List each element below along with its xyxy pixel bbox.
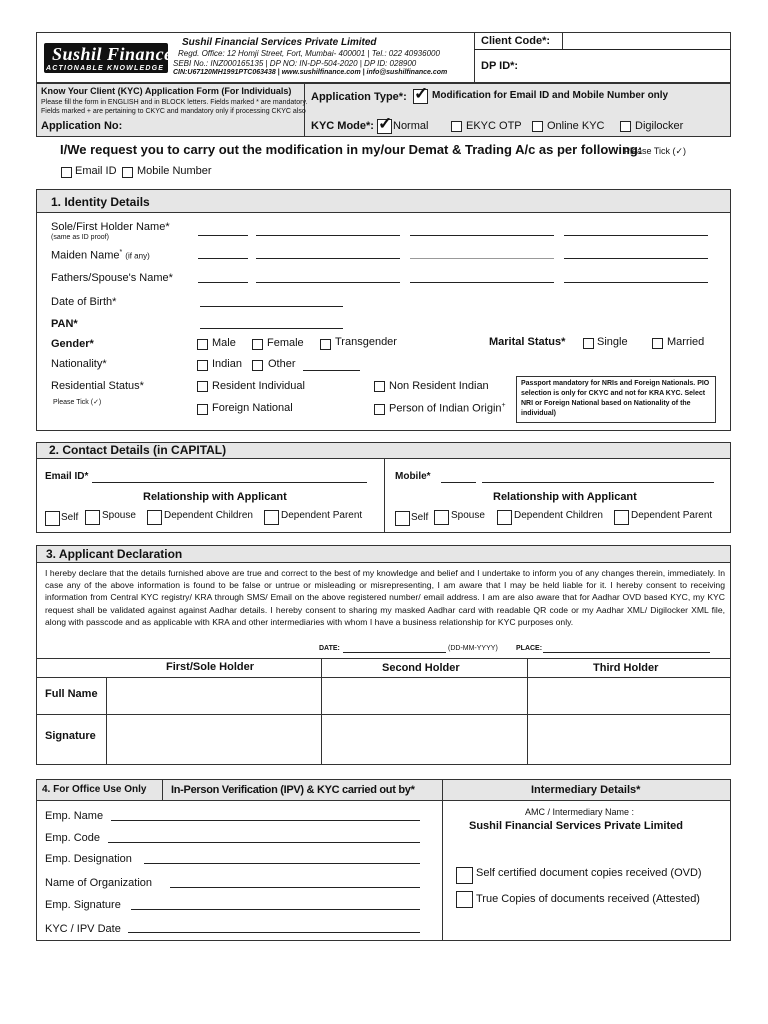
company-address: Regd. Office: 12 Homji Street, Fort, Mumbai- 400001 | Tel.: 022 40936000 — [178, 49, 440, 58]
mobile-rel-spouse-label: Spouse — [451, 510, 485, 521]
residential-pio-checkbox[interactable] — [374, 404, 385, 415]
nationality-other-label: Other — [268, 358, 296, 370]
check-icon: ✓ — [378, 114, 393, 133]
mobile-rel-parent-label: Dependent Parent — [631, 510, 713, 521]
declaration-text: I hereby declare that the details furnished above are true and correct to the best of my knowledge and belief and I undertake to inform you of any changes therein, immediately. In case any of the above information is found to be false or untrue or misleading or misrepresenting, I am aware that I may be held liable for it. I hereby consent to receiving information from Central KYC registry/ KRA through SMS/ Email on the above registered number/ email address. I am are also aware that for Aadhar OVD based KYC, my KYC request shall be validated against against Aadhar details. I hereby consent to sharing my masked Aadhar card with readable QR code or my Aadhar XML/ Digilocker XML file, along with passcode and as applicable with KRA and other intermediaries with whom I have a business relationship for KYC purposes only. — [45, 568, 725, 627]
ovd-received-checkbox[interactable] — [456, 867, 473, 884]
maiden-line-1[interactable] — [198, 258, 248, 259]
mobile-rel-self-checkbox[interactable] — [395, 511, 410, 526]
form-note-2: Fields marked + are pertaining to CKYC and mandatory only if processing CKYC also — [41, 108, 306, 115]
third-holder-name-cell[interactable] — [529, 679, 728, 712]
mobile-input-line-2[interactable] — [482, 482, 714, 483]
gender-transgender-checkbox[interactable] — [320, 339, 331, 350]
marital-married-checkbox[interactable] — [652, 338, 663, 349]
nationality-other-checkbox[interactable] — [252, 360, 263, 371]
company-name: Sushil Financial Services Private Limited — [182, 37, 377, 48]
residential-status-label: Residential Status* — [51, 380, 144, 392]
identity-title: 1. Identity Details — [51, 195, 150, 209]
email-rel-spouse-checkbox[interactable] — [85, 510, 100, 525]
request-mobile-checkbox[interactable] — [122, 167, 133, 178]
kyc-mode-digilocker-label: Digilocker — [635, 120, 684, 132]
application-type-label: Application Type*: — [311, 91, 407, 103]
decl-row-signature: Signature — [45, 730, 96, 742]
mobile-rel-children-checkbox[interactable] — [497, 510, 512, 525]
maiden-line-4[interactable] — [564, 258, 708, 259]
decl-col-2 — [321, 658, 322, 765]
kyc-mode-label: KYC Mode*: — [311, 120, 374, 132]
fathers-line-4[interactable] — [564, 282, 708, 283]
fathers-line-1[interactable] — [198, 282, 248, 283]
maiden-name-label: Maiden Name* (if any) — [51, 249, 150, 262]
fathers-name-label: Fathers/Spouse's Name* — [51, 272, 173, 284]
residential-nri-checkbox[interactable] — [374, 381, 385, 392]
emp-designation-line[interactable] — [144, 863, 420, 864]
marital-status-label: Marital Status* — [489, 336, 566, 348]
decl-table-row-divider — [37, 714, 730, 715]
residential-tick-note: Please Tick (✓) — [53, 399, 102, 406]
sole-holder-line-4[interactable] — [564, 235, 708, 236]
request-email-checkbox[interactable] — [61, 167, 72, 178]
email-label: Email ID* — [45, 471, 89, 482]
residential-pio-text: Person of Indian Origin — [389, 402, 502, 415]
kyc-mode-online-checkbox[interactable] — [532, 121, 543, 132]
email-relationship-label: Relationship with Applicant — [143, 491, 287, 503]
dob-label: Date of Birth* — [51, 296, 117, 308]
mobile-rel-spouse-checkbox[interactable] — [434, 510, 449, 525]
attested-received-checkbox[interactable] — [456, 891, 473, 908]
attested-received-label: True Copies of documents received (Attested) — [476, 893, 700, 905]
email-rel-children-checkbox[interactable] — [147, 510, 162, 525]
company-sebi: SEBI No.: INZ000165135 | DP NO: IN-DP-504-2020 | DP ID: 028900 — [173, 59, 417, 68]
fathers-line-2[interactable] — [256, 282, 400, 283]
intermediary-title: Intermediary Details* — [531, 784, 641, 796]
maiden-name-note: (if any) — [125, 251, 150, 261]
emp-designation-label: Emp. Designation — [45, 853, 132, 865]
check-icon: ✓ — [414, 84, 429, 103]
decl-col-first-holder: First/Sole Holder — [166, 661, 255, 673]
organization-label: Name of Organization — [45, 877, 152, 889]
date-label: DATE: — [319, 645, 340, 652]
first-holder-name-cell[interactable] — [108, 679, 319, 712]
gender-female-label: Female — [267, 337, 304, 349]
fathers-line-3[interactable] — [410, 282, 554, 283]
contact-title: 2. Contact Details (in CAPITAL) — [49, 443, 227, 457]
kyc-mode-digilocker-checkbox[interactable] — [620, 121, 631, 132]
marital-single-checkbox[interactable] — [583, 338, 594, 349]
mobile-rel-parent-checkbox[interactable] — [614, 510, 629, 525]
mobile-rel-children-label: Dependent Children — [514, 510, 603, 521]
application-no-label: Application No: — [41, 120, 123, 132]
emp-code-label: Emp. Code — [45, 832, 101, 844]
email-rel-children-label: Dependent Children — [164, 510, 253, 521]
gender-female-checkbox[interactable] — [252, 339, 263, 350]
maiden-name-text: Maiden Name — [51, 249, 120, 262]
amc-name: Sushil Financial Services Private Limited — [469, 820, 683, 832]
kyc-mode-ekyc-checkbox[interactable] — [451, 121, 462, 132]
second-holder-name-cell[interactable] — [323, 679, 525, 712]
second-holder-signature-cell[interactable] — [323, 716, 525, 763]
request-email-label: Email ID — [75, 165, 117, 177]
residential-pio-label — [389, 402, 506, 415]
contact-divider — [384, 459, 385, 533]
mobile-input-line-1[interactable] — [441, 482, 476, 483]
dp-id-field[interactable] — [520, 58, 720, 72]
form-note-1: Please fill the form in ENGLISH and in BLOCK letters. Fields marked * are mandatory. — [41, 99, 308, 106]
decl-col-second-holder: Second Holder — [382, 662, 460, 674]
residential-individual-label: Resident Individual — [212, 380, 305, 392]
request-mobile-label: Mobile Number — [137, 165, 212, 177]
date-format: (DD-MM-YYYY) — [448, 645, 498, 652]
email-rel-spouse-label: Spouse — [102, 510, 136, 521]
emp-signature-line[interactable] — [131, 909, 420, 910]
dp-id-label: DP ID*: — [481, 60, 519, 72]
decl-table-top — [37, 658, 730, 659]
email-rel-self-label: Self — [61, 512, 79, 523]
maiden-line-2[interactable] — [256, 258, 400, 259]
logo-text: Sushil Finance — [52, 44, 173, 64]
third-holder-signature-cell[interactable] — [529, 716, 728, 763]
client-code-field[interactable] — [566, 34, 728, 48]
residential-foreign-label: Foreign National — [212, 402, 293, 414]
gender-male-checkbox[interactable] — [197, 339, 208, 350]
dob-line[interactable] — [200, 306, 343, 307]
office-title: 4. For Office Use Only — [42, 784, 147, 795]
place-label: PLACE: — [516, 645, 543, 652]
header-divider — [474, 32, 475, 83]
email-input-line[interactable] — [92, 482, 367, 483]
office-section — [36, 779, 731, 941]
emp-signature-label: Emp. Signature — [45, 899, 121, 911]
residential-nri-label: Non Resident Indian — [389, 380, 489, 392]
first-holder-signature-cell[interactable] — [108, 716, 319, 763]
decl-row-full-name: Full Name — [45, 688, 98, 700]
emp-name-label: Emp. Name — [45, 810, 104, 822]
office-title-divider — [162, 780, 163, 801]
pan-line[interactable] — [200, 328, 343, 329]
gender-label: Gender* — [51, 338, 94, 350]
sole-holder-label: Sole/First Holder Name* — [51, 221, 170, 233]
ovd-received-label: Self certified document copies received (OVD) — [476, 867, 702, 879]
decl-col-3 — [527, 658, 528, 765]
passport-note: Passport mandatory for NRIs and Foreign Nationals. PIO selection is only for CKYC and not for KRA KYC. Select NRI or Foreign National based on Nationality of the individual) — [521, 380, 710, 417]
client-code-underline — [474, 49, 731, 50]
mobile-rel-self-label: Self — [411, 512, 429, 523]
marital-single-label: Single — [597, 336, 628, 348]
sole-holder-note: (same as ID proof) — [51, 234, 109, 241]
nationality-other-line[interactable] — [303, 370, 360, 371]
marital-married-label: Married — [667, 336, 705, 348]
mobile-relationship-label: Relationship with Applicant — [493, 491, 637, 503]
ipv-title: In-Person Verification (IPV) & KYC carried out by* — [171, 784, 415, 796]
nationality-label: Nationality* — [51, 358, 107, 370]
organization-line[interactable] — [170, 887, 420, 888]
email-rel-parent-checkbox[interactable] — [264, 510, 279, 525]
office-divider — [442, 780, 443, 941]
kyc-mode-ekyc-label: EKYC OTP — [466, 120, 522, 132]
client-code-divider — [562, 32, 563, 49]
nationality-indian-checkbox[interactable] — [197, 360, 208, 371]
company-cin: CIN:U67120MH1991PTC063438 | www.sushilfinance.com | info@sushilfinance.com — [173, 69, 448, 76]
request-text: I/We request you to carry out the modification in my/our Demat & Trading A/c as per following: — [60, 142, 643, 157]
emp-code-line[interactable] — [108, 842, 420, 843]
gender-male-label: Male — [212, 337, 236, 349]
form-title: Know Your Client (KYC) Application Form (For Individuals) — [41, 86, 292, 96]
sole-holder-line-2[interactable] — [256, 235, 400, 236]
emp-name-line[interactable] — [111, 820, 420, 821]
amc-label: AMC / Intermediary Name : — [525, 807, 635, 817]
date-input-line[interactable] — [343, 652, 446, 653]
request-tick-note: Please Tick (✓) — [624, 146, 687, 156]
pan-label: PAN* — [51, 318, 78, 330]
decl-col-third-holder: Third Holder — [593, 662, 659, 674]
email-rel-parent-label: Dependent Parent — [281, 510, 363, 521]
application-type-option: Modification for Email ID and Mobile Number only — [432, 90, 669, 101]
residential-foreign-checkbox[interactable] — [197, 404, 208, 415]
declaration-title: 3. Applicant Declaration — [46, 547, 183, 561]
pio-sup: + — [501, 402, 506, 409]
kyc-ipv-date-line[interactable] — [128, 932, 420, 933]
mobile-label: Mobile* — [395, 471, 431, 482]
client-code-label: Client Code*: — [481, 35, 551, 47]
nationality-indian-label: Indian — [212, 358, 242, 370]
kyc-ipv-date-label: KYC / IPV Date — [45, 923, 121, 935]
logo-tagline: ACTIONABLE KNOWLEDGE — [46, 65, 165, 72]
email-rel-self-checkbox[interactable] — [45, 511, 60, 526]
kyc-mode-normal-label: Normal — [393, 120, 429, 132]
sole-holder-line-1[interactable] — [198, 235, 248, 236]
decl-col-1 — [106, 677, 107, 765]
place-input-line[interactable] — [543, 652, 710, 653]
gender-transgender-label: Transgender — [335, 336, 397, 348]
maiden-line-3[interactable] — [410, 258, 554, 259]
kyc-mode-online-label: Online KYC — [547, 120, 605, 132]
sole-holder-line-3[interactable] — [410, 235, 554, 236]
decl-table-head-bottom — [37, 677, 730, 678]
residential-individual-checkbox[interactable] — [197, 381, 208, 392]
